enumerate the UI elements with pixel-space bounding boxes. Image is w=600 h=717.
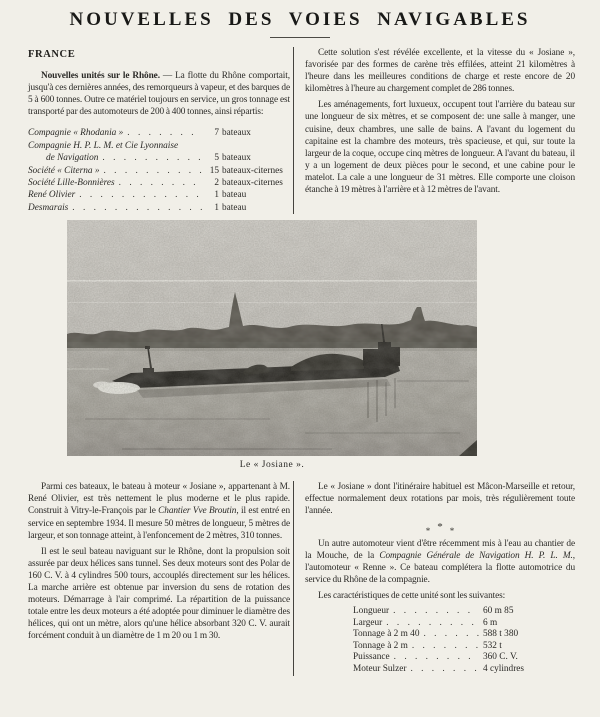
- text-run: Cette solution s'est révélée excellente, et la vitesse du « Josiane », favorisée par des formes de carène très effilées, atteint 21 kilomètres à l'heure dans les meilleures conditions de charge et reste encore de 20 kilomètres à l'heure au chargement complet de 286 tonnes.: [305, 48, 575, 95]
- fleet-count-unit: bateaux-citernes: [222, 178, 283, 188]
- fleet-owner: Compagnie H. P. L. M. et Cie Lyonnaise: [28, 140, 179, 151]
- text-run: — La flotte du Rhône comportait, jusqu'à ces dernières années, des remorqueurs à vapeur, et des barques de 5 à 600 tonnes. Outre ce matériel toujours en service, un gros tonnage est transporté par des automoteurs de 200 à 400 tonnes, ainsi répartis:: [28, 71, 290, 118]
- fleet-owner: Société Lille-Bonnières: [28, 178, 115, 188]
- top-left-column: [28, 47, 293, 214]
- renne-paragraph: [305, 538, 575, 586]
- dot-leader: [412, 641, 479, 653]
- itinerary-paragraph: [305, 481, 575, 517]
- photo-caption: Le « Josiane ».: [239, 460, 305, 471]
- asterisk-right: *: [449, 525, 455, 536]
- page-title: NOUVELLES DES VOIES NAVIGABLES: [69, 9, 531, 30]
- spec-label: Moteur Sulzer: [353, 663, 407, 674]
- fleet-count: [206, 189, 290, 201]
- top-section: [28, 47, 575, 214]
- fleet-owner: Société « Citerna »: [28, 165, 100, 176]
- spec-value: 360 C. V.: [483, 652, 518, 663]
- text-run: Parmi ces bateaux, le bateau à moteur « Josiane », appartenant à M. René Olivier, est très nettement le plus moderne et le plus rapide. Construit à Vitry-le-François par le: [28, 482, 290, 517]
- fleet-count-number: 2: [214, 178, 219, 188]
- rhone-intro-paragraph: [28, 70, 290, 118]
- asterisk-left: *: [425, 525, 431, 536]
- fleet-count-number: 5: [214, 153, 219, 164]
- fleet-count: [206, 165, 290, 177]
- amenagements-paragraph: [305, 99, 575, 196]
- text-run: Il est le seul bateau naviguant sur le Rhône, dont la propulsion soit assurée par deux hélices sans tunnel. Ses deux moteurs sont des Polar de 160 C. V. à 4 cylindres 500 tours, accouplés directement sur les hélices. La marche arrière est obtenue par inversion du sens de rotation des moteurs. Démarrage à l'air comprimé. La répartition de la puissance totale entre les deux moteurs a été adoptée pour diminuer le diamètre des hélices, qui ont un mètre, alors qu'une hélice absorbant 320 C. V. aurait forcément conduit à un diamètre de 1 m 20 ou 1 m 30.: [28, 546, 290, 642]
- fleet-count-number: 1: [214, 202, 219, 213]
- dot-leader: [104, 165, 202, 177]
- fleet-row: [28, 127, 290, 139]
- fleet-owner: Desmarais: [28, 202, 69, 213]
- dot-leader: [394, 652, 479, 664]
- josiane-description-paragraph: [28, 481, 290, 541]
- text-run: Chantier Vve Broutin: [158, 506, 237, 517]
- spec-row: [353, 664, 575, 676]
- fleet-count-unit: bateaux: [222, 128, 251, 139]
- text-run: Les aménagements, fort luxueux, occupent tout l'arrière du bateau sur une longueur de six mètres, et se composent de: une salle à manger, une cuisine, deux chambres, une salle de bains. A l'avant du logement du capitaine est la chambre des moteurs, très spacieuse, et qui, sur toute la largeur de la coque, occupe cinq mètres de longueur. A l'avant du bateau, il y a un logement de deux pièces pour le second, et une cabine pour le matelot. La cale a une longueur de 31 mètres. Elle comporte une cloison étanche à 19 mètres à l'arrière et à 12 mètres de l'avant.: [305, 100, 575, 196]
- masthead: [0, 0, 600, 38]
- fleet-count-unit: bateaux: [222, 153, 251, 164]
- photo-block: [67, 220, 477, 471]
- dot-leader: [79, 189, 202, 201]
- spec-value: 532 t: [483, 640, 502, 651]
- fleet-count-unit: bateau: [222, 202, 247, 213]
- bottom-right-column: [294, 481, 575, 675]
- spec-row: [353, 618, 575, 630]
- spec-value: 60 m 85: [483, 605, 514, 616]
- spec-row: [353, 652, 575, 664]
- specs-intro-paragraph: [305, 590, 575, 602]
- spec-value: 6 m: [483, 617, 498, 628]
- dot-leader: [410, 664, 479, 676]
- dot-leader: [72, 202, 202, 214]
- fleet-row: [28, 165, 290, 177]
- fleet-row: [28, 152, 290, 164]
- dot-leader: [127, 127, 202, 139]
- spec-label: Tonnage à 2 m 40: [353, 629, 420, 640]
- spec-label: Puissance: [353, 652, 390, 663]
- country-heading: FRANCE: [28, 49, 76, 60]
- dot-leader: [386, 618, 479, 630]
- fleet-list: [28, 127, 290, 214]
- text-run: Un autre automoteur vient d'être récemment mis à l'eau au chantier de la Mouche, de la: [305, 538, 575, 561]
- josiane-photo: [67, 220, 477, 456]
- fleet-owner: René Olivier: [28, 190, 76, 201]
- propulsion-paragraph: [28, 546, 290, 643]
- fleet-row: [28, 140, 290, 152]
- fleet-count-unit: bateaux-citernes: [222, 165, 283, 176]
- fleet-owner: Compagnie « Rhodania »: [28, 128, 124, 139]
- fleet-row: [28, 189, 290, 201]
- fleet-owner: de Navigation: [46, 153, 99, 164]
- spec-row: [353, 606, 575, 618]
- asterism-divider: [305, 522, 575, 535]
- speed-paragraph: [305, 47, 575, 95]
- fleet-count: [206, 127, 290, 139]
- text-run: Les caractéristiques de cette unité sont les suivantes:: [318, 590, 506, 601]
- spec-value: 588 t 380: [483, 629, 519, 640]
- dot-leader: [102, 152, 202, 164]
- dot-leader: [423, 629, 479, 641]
- fleet-count-number: 7: [214, 128, 219, 139]
- fleet-count-number: 15: [209, 165, 219, 176]
- spec-row: [353, 641, 575, 653]
- bottom-section: [28, 481, 575, 675]
- asterisk-middle: *: [437, 520, 443, 533]
- bottom-left-column: [28, 481, 293, 675]
- fleet-row: [28, 177, 290, 189]
- fleet-count-unit: bateau: [222, 190, 247, 201]
- text-run: Le « Josiane » dont l'itinéraire habituel est Mâcon-Marseille et retour, effectue normalement deux rotations par mois, très régulièrement toute l'année.: [305, 482, 575, 517]
- spec-label: Longueur: [353, 605, 390, 616]
- specs-list: [353, 606, 575, 676]
- text-run: , l'automoteur « Renne ». Ce bateau complétera la flotte automotrice du service du Rhône de la compagnie.: [305, 550, 575, 585]
- fleet-count: [206, 202, 290, 214]
- text-run: Compagnie Générale de Navigation H. P. L. M.: [379, 550, 573, 561]
- fleet-count-number: 1: [214, 190, 219, 201]
- top-right-column: [294, 47, 575, 214]
- spec-label: Tonnage à 2 m: [353, 640, 408, 651]
- text-run: , il est entré en service en septembre 1934. Il mesure 50 mètres de longueur, 5 mètres de largeur, et son tonnage atteint, à l'enfoncement de 2 mètres, 310 tonnes.: [28, 506, 290, 541]
- fleet-count: [206, 152, 290, 164]
- spec-row: [353, 629, 575, 641]
- fleet-count: [206, 177, 290, 189]
- spec-label: Largeur: [353, 617, 383, 628]
- title-rule: [270, 37, 330, 38]
- dot-leader: [119, 177, 202, 189]
- spec-value: 4 cylindres: [483, 663, 525, 674]
- text-run: Nouvelles unités sur le Rhône.: [41, 71, 160, 81]
- dot-leader: [393, 606, 479, 618]
- fleet-row: [28, 202, 290, 214]
